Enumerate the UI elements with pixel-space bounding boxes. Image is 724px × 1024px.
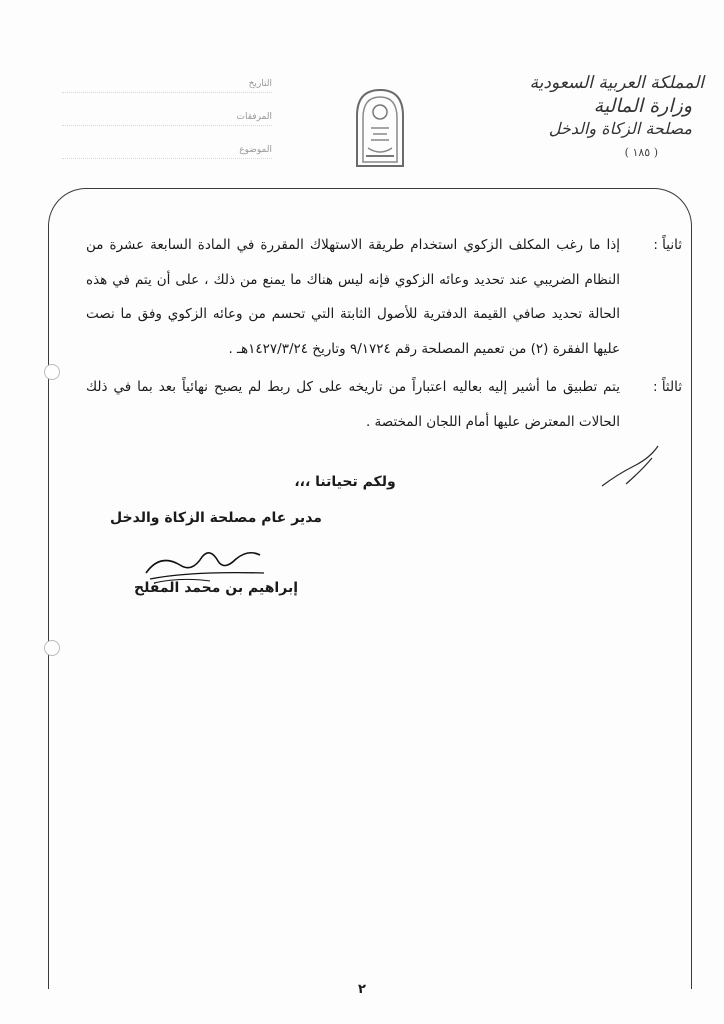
page-number: ٢ <box>358 982 366 997</box>
letterhead-department: مصلحة الزكاة والدخل <box>548 119 692 138</box>
attachments-label: المرفقات <box>236 112 272 122</box>
reference-fields <box>62 60 272 159</box>
closing-greeting: ولكم تحياتنا ،،، <box>294 474 396 490</box>
reference-number: ( ١٨٥ ) <box>624 146 658 159</box>
subject-field <box>62 126 272 159</box>
signature-mark <box>140 543 270 589</box>
punch-hole <box>44 640 60 656</box>
letter-body <box>86 228 682 439</box>
ministry-emblem-icon <box>351 86 409 170</box>
signatory-title: مدير عام مصلحة الزكاة والدخل <box>110 510 322 526</box>
clause-second <box>86 228 682 366</box>
date-field <box>62 60 272 93</box>
letterhead-ministry: وزارة المالية <box>593 95 692 117</box>
attachments-field <box>62 93 272 126</box>
subject-label: الموضوع <box>239 145 272 155</box>
clause-text: إذا ما رغب المكلف الزكوي استخدام طريقة الاستهلاك المقررة في المادة السابعة عشرة من النظام الضريبي عند تحديد وعائه الزكوي فإنه ليس هناك ما يمنع من ذلك ، على أن يتم في هذه الحالة تحديد صافي القيمة الدفترية للأصول الثابتة التي تحسم من وعائه الزكوي وفق ما نصت عليها الفقرة (٢) من تعميم المصلحة رقم ٩/١٧٢٤ وتاريخ ١٤٢٧/٣/٢٤هـ . <box>86 237 620 357</box>
letterhead-kingdom: المملكة العربية السعودية <box>529 73 704 93</box>
clause-label: ثالثاً : <box>652 379 682 395</box>
signatory-name: إبراهيم بن محمد المفلح <box>134 580 298 596</box>
clause-third <box>86 370 682 439</box>
initial-mark <box>598 440 664 492</box>
clause-text: يتم تطبيق ما أشير إليه بعاليه اعتباراً من تاريخه على كل ربط لم يصبح نهائياً بعد بما في ذلك الحالات المعترض عليها أمام اللجان المختصة . <box>86 379 620 430</box>
letterhead <box>504 72 704 159</box>
date-label: التاريخ <box>248 79 272 89</box>
clause-label: ثانياً : <box>653 237 682 253</box>
punch-hole <box>44 364 60 380</box>
